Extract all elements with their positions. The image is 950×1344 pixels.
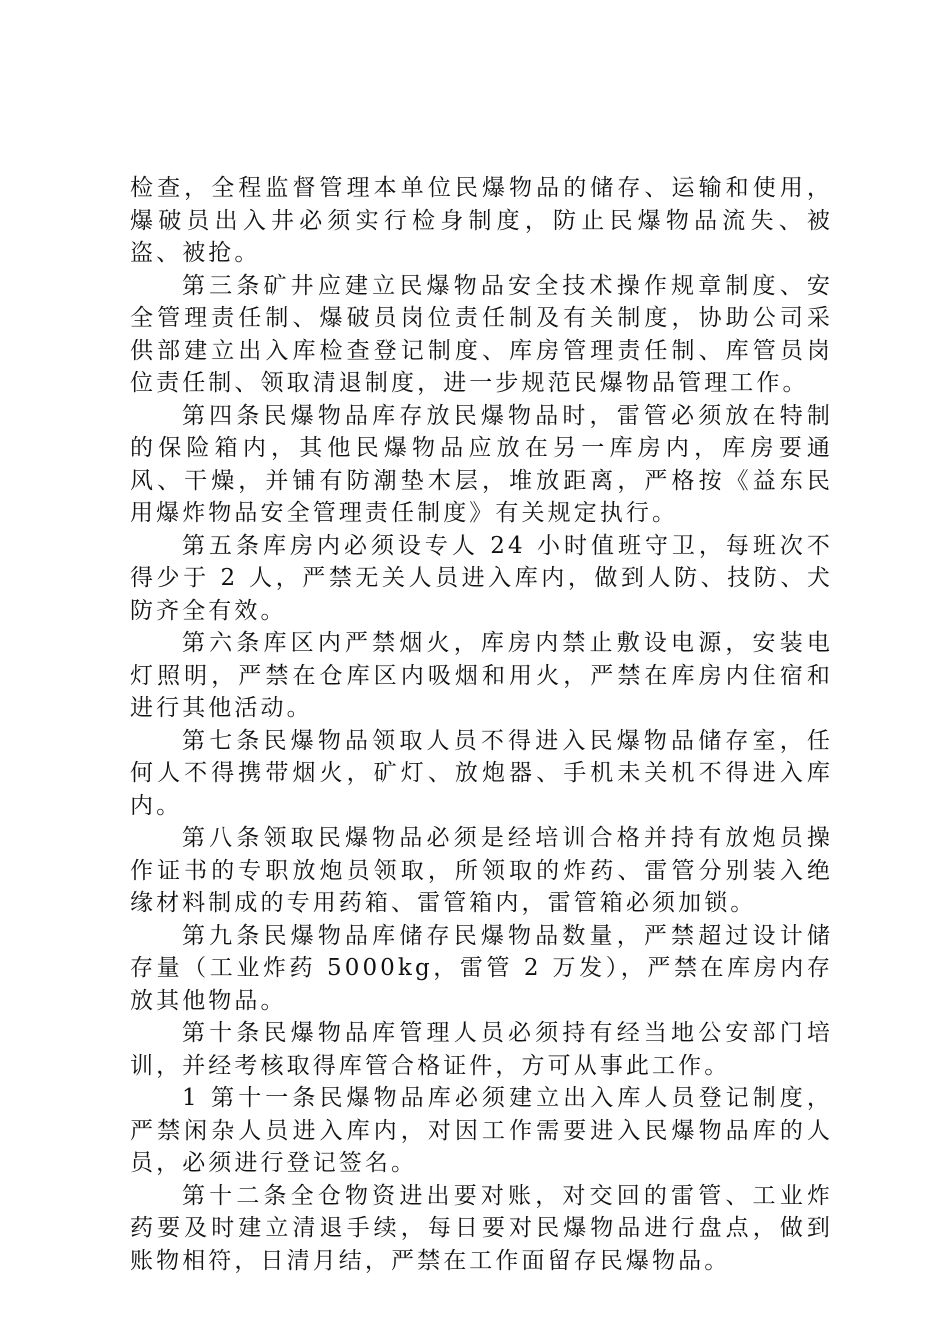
paragraph-article-4: 第四条民爆物品库存放民爆物品时，雷管必须放在特制的保险箱内，其他民爆物品应放在另一库房内，库房要通风、干燥，并铺有防潮垫木层，堆放距离，严格按《益东民用爆炸物品安全管理责任制度》有关规定执行。	[130, 402, 833, 526]
paragraph-continued-inspection: 检查，全程监督管理本单位民爆物品的储存、运输和使用，爆破员出入井必须实行检身制度，防止民爆物品流失、被盗、被抢。	[130, 175, 833, 266]
paragraph-article-10: 第十条民爆物品库管理人员必须持有经当地公安部门培训，并经考核取得库管合格证件，方可从事此工作。	[130, 1020, 833, 1079]
document-body	[130, 172, 833, 1277]
paragraph-article-6: 第六条库区内严禁烟火，库房内禁止敷设电源，安装电灯照明，严禁在仓库区内吸烟和用火，严禁在库房内住宿和进行其他活动。	[130, 630, 833, 721]
paragraph-article-5: 第五条库房内必须设专人 24 小时值班守卫，每班次不得少于 2 人，严禁无关人员进入库内，做到人防、技防、犬防齐全有效。	[130, 532, 833, 624]
paragraph-article-7: 第七条民爆物品领取人员不得进入民爆物品储存室，任何人不得携带烟火，矿灯、放炮器、手机未关机不得进入库内。	[130, 727, 833, 819]
paragraph-article-11: 1 第十一条民爆物品库必须建立出入库人员登记制度，严禁闲杂人员进入库内，对因工作需要进入民爆物品库的人员，必须进行登记签名。	[130, 1085, 833, 1176]
paragraph-article-3: 第三条矿井应建立民爆物品安全技术操作规章制度、安全管理责任制、爆破员岗位责任制及有关制度，协助公司采供部建立出入库检查登记制度、库房管理责任制、库管员岗位责任制、领取清退制度，进一步规范民爆物品管理工作。	[130, 272, 833, 396]
paragraph-article-12: 第十二条全仓物资进出要对账，对交回的雷管、工业炸药要及时建立清退手续，每日要对民爆物品进行盘点，做到账物相符，日清月结，严禁在工作面留存民爆物品。	[130, 1182, 833, 1274]
paragraph-article-9: 第九条民爆物品库储存民爆物品数量，严禁超过设计储存量（工业炸药 5000kg，雷管 2 万发），严禁在库房内存放其他物品。	[130, 922, 833, 1014]
paragraph-article-8: 第八条领取民爆物品必须是经培训合格并持有放炮员操作证书的专职放炮员领取，所领取的炸药、雷管分别装入绝缘材料制成的专用药箱、雷管箱内，雷管箱必须加锁。	[130, 825, 833, 916]
